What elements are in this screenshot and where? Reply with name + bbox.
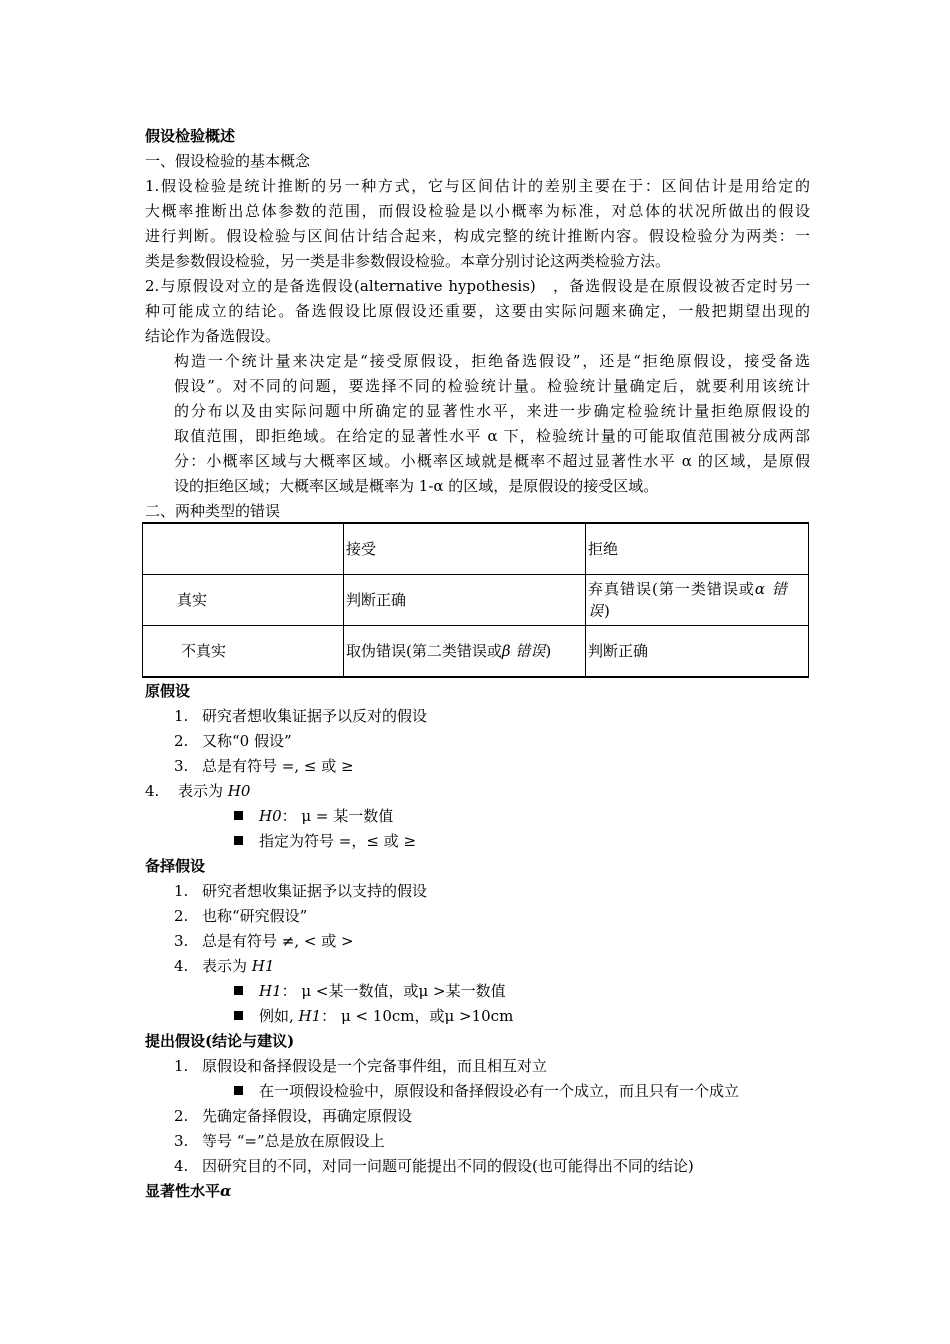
bullet-item <box>234 1004 513 1029</box>
square-bullet-icon <box>234 986 243 995</box>
cell-text: ) <box>604 602 611 620</box>
list-item: 总是有符号 =, ≤ 或 ≥ <box>202 757 354 775</box>
item-text: ： μ = 某一数值 <box>281 807 394 825</box>
paragraph-line: 类是参数假设检验，另一类是非参数假设检验。本章分别讨论这两类检验方法。 <box>145 252 671 270</box>
heading-null-hypothesis: 原假设 <box>145 682 191 700</box>
list-item: 先确定备择假设，再确定原假设 <box>202 1107 413 1125</box>
item-text: ： μ <某一数值，或μ >某一数值 <box>281 982 506 1000</box>
h1-symbol: H1 <box>251 957 275 975</box>
paragraph-line: 进行判断。假设检验与区间估计结合起来，构成完整的统计推断内容。假设检验分为两类：一 <box>145 227 810 245</box>
alpha-symbol: α <box>220 1182 232 1200</box>
list-number: 1. <box>174 707 189 725</box>
list-number: 3. <box>174 757 189 775</box>
item-text: ： μ < 10cm，或μ >10cm <box>321 1007 514 1025</box>
item-text: 在一项假设检验中，原假设和备择假设必有一个成立，而且只有一个成立 <box>259 1082 740 1100</box>
item-text: 例如, <box>259 1007 299 1025</box>
paragraph-line: 取值范围，即拒绝域。在给定的显著性水平 α 下，检验统计量的可能取值范围被分成两部 <box>174 427 810 445</box>
paragraph-line: 假设”。对不同的问题，要选择不同的检验统计量。检验统计量确定后，就要利用该统计 <box>174 377 810 395</box>
paragraph-line: 2.与原假设对立的是备选假设(alternative hypothesis) ，备选假设是在原假设被否定时另一 <box>145 277 810 295</box>
list-item: 总是有符号 ≠, < 或 > <box>202 932 354 950</box>
item-text: 表示为 <box>202 957 252 975</box>
list-number: 3. <box>174 1132 189 1150</box>
table-cell: 拒绝 <box>586 523 809 575</box>
list-number: 2. <box>174 732 189 750</box>
list-number: 1. <box>174 1057 189 1075</box>
list-number: 1. <box>174 882 189 900</box>
heading-propose-hypothesis: 提出假设(结论与建议) <box>145 1032 295 1050</box>
cell-text: 取伪错误(第二类错误或 <box>346 642 502 660</box>
list-number: 4. <box>174 1157 189 1175</box>
h0-symbol: H0 <box>259 807 282 825</box>
table-row <box>143 523 809 575</box>
heading-text: 显著性水平 <box>145 1182 221 1200</box>
table-cell <box>344 626 586 678</box>
paragraph-line: 的分布以及由实际问题中所确定的显著性水平，来进一步确定检验统计量拒绝原假设的 <box>174 402 810 420</box>
list-item: 又称“0 假设” <box>202 732 292 750</box>
list-item <box>178 779 250 804</box>
table-row <box>143 626 809 678</box>
paragraph-line: 1.假设检验是统计推断的另一种方式，它与区间估计的差别主要在于：区间估计是用给定的 <box>145 177 810 195</box>
bullet-item <box>234 829 416 854</box>
table-cell: 不真实 <box>143 626 344 678</box>
list-number: 2. <box>174 907 189 925</box>
list-item: 也称“研究假设” <box>202 907 308 925</box>
section-heading-error-types: 二、两种类型的错误 <box>145 502 281 520</box>
h1-symbol: H1 <box>298 1007 322 1025</box>
list-number: 4. <box>174 957 189 975</box>
paragraph-line: 种可能成立的结论。备选假设比原假设还重要，这要由实际问题来确定，一般把期望出现的 <box>145 302 810 320</box>
heading-significance-level <box>145 1179 810 1204</box>
list-item: 原假设和备择假设是一个完备事件组，而且相互对立 <box>202 1057 548 1075</box>
list-number: 3. <box>174 932 189 950</box>
square-bullet-icon <box>234 1086 243 1095</box>
paragraph-line: 结论作为备选假设。 <box>145 327 281 345</box>
section-heading-basic-concepts: 一、假设检验的基本概念 <box>145 152 311 170</box>
table-row <box>143 575 809 626</box>
beta-error-label: β 错误 <box>501 642 546 660</box>
heading-alternative-hypothesis: 备择假设 <box>145 857 206 875</box>
paragraph-line: 分：小概率区域与大概率区域。小概率区域就是概率不超过显著性水平 α 的区域，是原假 <box>174 452 810 470</box>
bullet-item <box>234 804 393 829</box>
list-item: 等号 “=”总是放在原假设上 <box>202 1132 385 1150</box>
error-types-table <box>142 522 809 678</box>
cell-text: 弃真错误(第一类错误或 <box>588 580 755 598</box>
alpha-error-label: α 错误 <box>588 580 788 620</box>
document-title: 假设检验概述 <box>145 127 236 145</box>
table-cell <box>143 523 344 575</box>
table-cell: 真实 <box>143 575 344 626</box>
item-text: 表示为 <box>178 782 228 800</box>
h0-symbol: H0 <box>227 782 251 800</box>
list-number: 4. <box>145 782 160 800</box>
bullet-item <box>234 979 506 1004</box>
paragraph-line: 构造一个统计量来决定是“接受原假设，拒绝备选假设”，还是“拒绝原假设，接受备选 <box>174 352 810 370</box>
table-cell: 接受 <box>344 523 586 575</box>
table-cell <box>586 575 809 626</box>
table-cell: 判断正确 <box>586 626 809 678</box>
table-cell: 判断正确 <box>344 575 586 626</box>
square-bullet-icon <box>234 811 243 820</box>
bullet-item <box>234 1079 739 1104</box>
list-item <box>202 954 274 979</box>
paragraph-line: 设的拒绝区域；大概率区域是概率为 1-α 的区域，是原假设的接受区域。 <box>174 477 659 495</box>
paragraph-line: 大概率推断出总体参数的范围，而假设检验是以小概率为标准，对总体的状况所做出的假设 <box>145 202 810 220</box>
list-item: 研究者想收集证据予以支持的假设 <box>202 882 428 900</box>
list-item: 研究者想收集证据予以反对的假设 <box>202 707 428 725</box>
list-item: 因研究目的不同，对同一问题可能提出不同的假设(也可能得出不同的结论) <box>202 1157 694 1175</box>
item-text: 指定为符号 =，≤ 或 ≥ <box>259 832 417 850</box>
square-bullet-icon <box>234 836 243 845</box>
cell-text: ) <box>545 642 552 660</box>
square-bullet-icon <box>234 1011 243 1020</box>
list-number: 2. <box>174 1107 189 1125</box>
h1-symbol: H1 <box>259 982 282 1000</box>
